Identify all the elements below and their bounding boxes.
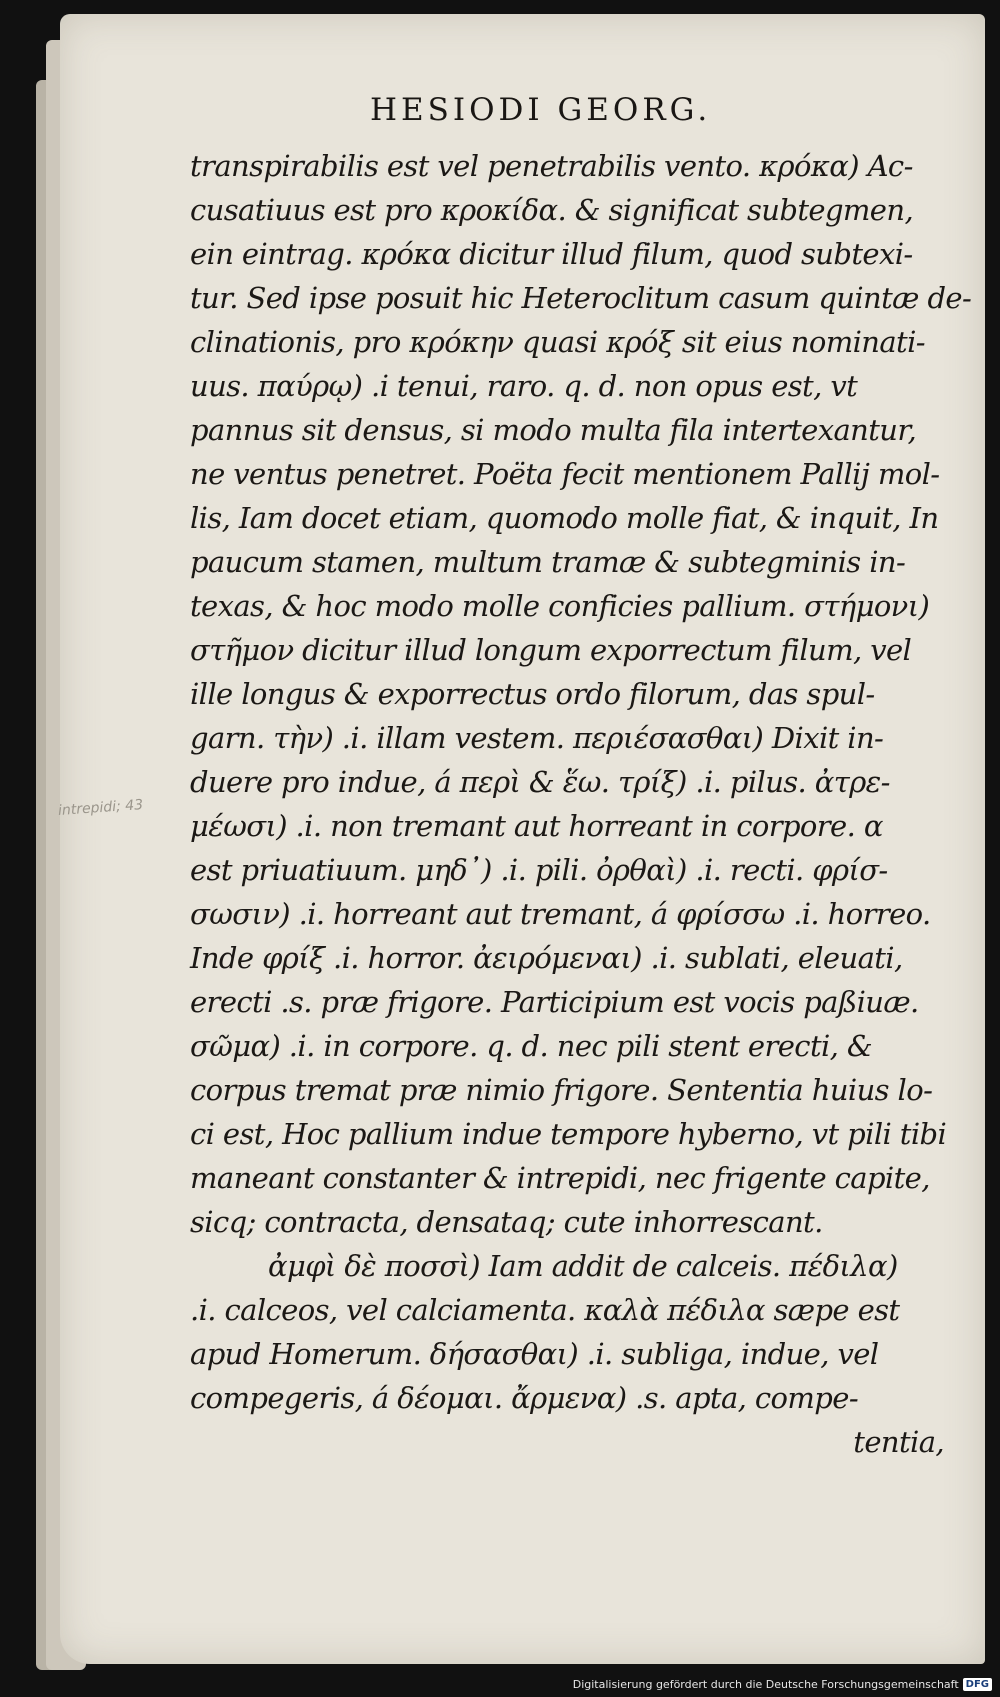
text-line: uus. παύρῳ) .i tenui, raro. q. d. non opus est, vt <box>190 369 858 403</box>
text-line: compegeris, á δέομαι. ἄρμενα) .s. apta, compe- <box>190 1381 859 1415</box>
text-line: sicq; contracta, densataq; cute inhorrescant. <box>190 1205 823 1239</box>
text-line: garn. τὴν) .i. illam vestem. περιέσασθαι) Dixit in- <box>190 721 884 755</box>
text-line: .i. calceos, vel calciamenta. καλὰ πέδιλα sæpe est <box>190 1293 900 1327</box>
text-line: cusatiuus est pro κροκίδα. & significat subtegmen, <box>190 193 914 227</box>
dfg-logo: DFG <box>963 1678 992 1691</box>
text-line: est priuatiuum. μηδ᾽) .i. pili. ὀρθαὶ) .i. recti. φρίσ- <box>190 853 888 887</box>
catchword: tentia, <box>853 1425 944 1459</box>
text-line: Inde φρίξ .i. horror. ἀειρόμεναι) .i. sublati, eleuati, <box>190 941 903 975</box>
text-line: μέωσι) .i. non tremant aut horreant in corpore. α <box>190 809 883 843</box>
text-line: ci est, Hoc pallium indue tempore hyberno, vt pili tibi <box>190 1117 947 1151</box>
text-line: paucum stamen, multum tramæ & subtegminis in- <box>190 545 906 579</box>
text-line: ἀμφὶ δὲ ποσσὶ) Iam addit de calceis. πέδιλα) <box>268 1249 898 1283</box>
text-line: clinationis, pro κρόκην quasi κρόξ sit eius nominati- <box>190 325 925 359</box>
body-text <box>190 144 972 1464</box>
text-line: ille longus & exporrectus ordo filorum, das spul- <box>190 677 875 711</box>
text-line: ein eintrag. κρόκα dicitur illud filum, quod subtexi- <box>190 237 913 271</box>
text-line: ne ventus penetret. Poëta fecit mentionem Pallij mol- <box>190 457 940 491</box>
text-line: pannus sit densus, si modo multa fila intertexantur, <box>190 413 917 447</box>
text-line: duere pro indue, á περὶ & ἕω. τρίξ) .i. pilus. ἀτρε- <box>190 765 890 799</box>
text-line: erecti .s. præ frigore. Participium est vocis paßiuæ. <box>190 985 919 1019</box>
margin-annotation: intrepidi; 43 <box>57 797 144 819</box>
running-header: HESIODI GEORG. <box>370 92 712 128</box>
text-line: στῆμον dicitur illud longum exporrectum filum, vel <box>190 633 912 667</box>
text-line: maneant constanter & intrepidi, nec frigente capite, <box>190 1161 930 1195</box>
text-line: σωσιν) .i. horreant aut tremant, á φρίσσω .i. horreo. <box>190 897 931 931</box>
digitization-credit <box>573 1678 992 1691</box>
text-line: corpus tremat præ nimio frigore. Sententia huius lo- <box>190 1073 933 1107</box>
text-line: apud Homerum. δήσασθαι) .i. subliga, indue, vel <box>190 1337 879 1371</box>
text-line: tur. Sed ipse posuit hic Heteroclitum casum quintæ de- <box>190 281 972 315</box>
text-line: texas, & hoc modo molle conficies pallium. στήμονι) <box>190 589 930 623</box>
text-line: σῶμα) .i. in corpore. q. d. nec pili stent erecti, & <box>190 1029 873 1063</box>
text-line: transpirabilis est vel penetrabilis vento. κρόκα) Ac- <box>190 149 913 183</box>
text-line: lis, Iam docet etiam, quomodo molle fiat, & inquit, In <box>190 501 939 535</box>
credit-text: Digitalisierung gefördert durch die Deutsche Forschungsgemeinschaft <box>572 1678 959 1691</box>
